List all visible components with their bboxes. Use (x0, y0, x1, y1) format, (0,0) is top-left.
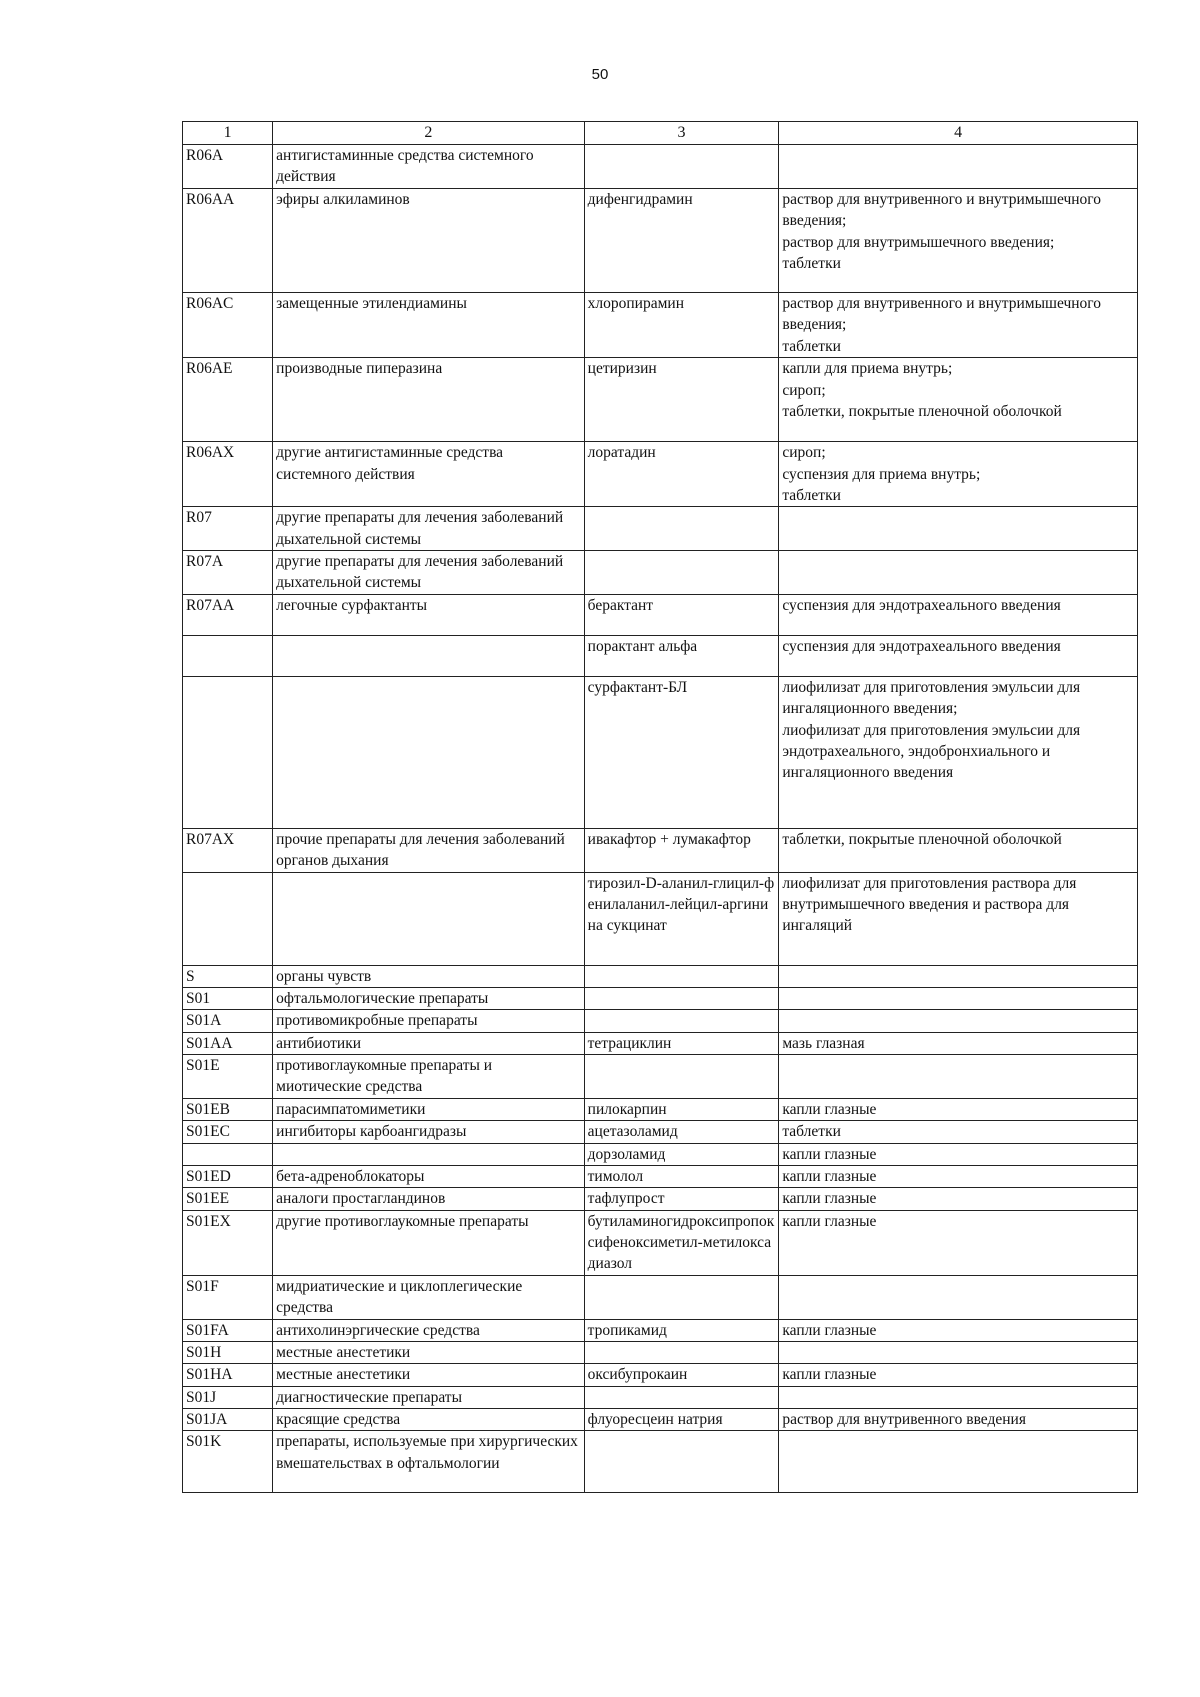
atc-code-cell: R06AC (183, 293, 273, 358)
dosage-forms-cell (779, 1386, 1138, 1408)
pharmacological-group-cell: противоглаукомные препараты и миотические средства (273, 1055, 585, 1099)
drug-name-cell (584, 1010, 779, 1032)
atc-code-cell: S01FA (183, 1319, 273, 1341)
atc-code-cell: S (183, 965, 273, 987)
table-row (183, 145, 1138, 189)
pharmacological-group-cell: бета-адреноблокаторы (273, 1165, 585, 1187)
table-row (183, 293, 1138, 358)
dosage-forms-cell (779, 442, 1138, 507)
drug-name-cell: тропикамид (584, 1319, 779, 1341)
pharmacological-group-cell (273, 872, 585, 965)
column-header-1: 1 (183, 122, 273, 145)
table-row (183, 189, 1138, 293)
dosage-form: таблетки, покрытые пленочной оболочкой (782, 830, 1062, 848)
dosage-form: капли глазные (782, 1190, 877, 1208)
pharmacological-group-cell: легочные сурфактанты (273, 594, 585, 635)
pharmacological-group-cell (273, 1143, 585, 1165)
pharmacological-group-cell: препараты, используемые при хирургических вмешательствах в офтальмологии (273, 1431, 585, 1493)
dosage-form: таблетки (782, 1123, 841, 1141)
atc-code-cell: S01F (183, 1275, 273, 1319)
table-row (183, 1098, 1138, 1120)
table-row (183, 965, 1138, 987)
dosage-form: сироп; (782, 444, 826, 462)
dosage-forms-cell (779, 1409, 1138, 1431)
table-row (183, 1210, 1138, 1275)
header-row (183, 122, 1138, 145)
atc-code-cell: S01 (183, 987, 273, 1009)
dosage-form: таблетки (782, 337, 841, 355)
atc-code-cell: R07AA (183, 594, 273, 635)
dosage-form: мазь глазная (782, 1034, 865, 1052)
dosage-forms-cell (779, 1275, 1138, 1319)
pharmacological-group-cell: эфиры алкиламинов (273, 189, 585, 293)
atc-code-cell: S01E (183, 1055, 273, 1099)
drug-name-cell: флуоресцеин натрия (584, 1409, 779, 1431)
pharmacological-group-cell: антибиотики (273, 1032, 585, 1054)
atc-code-cell: S01EB (183, 1098, 273, 1120)
pharmacological-group-cell: антигистаминные средства системного действия (273, 145, 585, 189)
dosage-form: капли глазные (782, 1145, 877, 1163)
drug-name-cell: оксибупрокаин (584, 1364, 779, 1386)
atc-code-cell: S01H (183, 1341, 273, 1363)
drug-name-cell: пилокарпин (584, 1098, 779, 1120)
atc-code-cell (183, 1143, 273, 1165)
table-row (183, 987, 1138, 1009)
pharmacological-group-cell: другие препараты для лечения заболеваний дыхательной системы (273, 507, 585, 551)
pharmacological-group-cell: аналоги простагландинов (273, 1188, 585, 1210)
dosage-forms-cell (779, 358, 1138, 442)
dosage-form: суспензия для эндотрахеального введения (782, 596, 1061, 614)
pharmacological-group-cell: диагностические препараты (273, 1386, 585, 1408)
dosage-forms-cell (779, 293, 1138, 358)
pharmacological-group-cell: красящие средства (273, 1409, 585, 1431)
column-header-3: 3 (584, 122, 779, 145)
table-row (183, 1409, 1138, 1431)
table-row (183, 1275, 1138, 1319)
dosage-form: капли глазные (782, 1321, 877, 1339)
table-row (183, 1188, 1138, 1210)
dosage-forms-cell (779, 1165, 1138, 1187)
pharmacological-group-cell: местные анестетики (273, 1341, 585, 1363)
table-row (183, 1032, 1138, 1054)
pharmacological-group-cell: производные пиперазина (273, 358, 585, 442)
dosage-forms-cell (779, 1364, 1138, 1386)
drug-name-cell: ивакафтор + лумакафтор (584, 828, 779, 872)
table-row (183, 1143, 1138, 1165)
drug-name-cell: тимолол (584, 1165, 779, 1187)
table-row (183, 1055, 1138, 1099)
pharmacological-group-cell: прочие препараты для лечения заболеваний органов дыхания (273, 828, 585, 872)
pharmacological-group-cell: другие антигистаминные средства системного действия (273, 442, 585, 507)
dosage-form: таблетки (782, 486, 841, 504)
atc-code-cell: S01EC (183, 1121, 273, 1143)
drug-name-cell (584, 507, 779, 551)
atc-code-cell: S01K (183, 1431, 273, 1493)
table-row (183, 1121, 1138, 1143)
table-row (183, 1386, 1138, 1408)
atc-code-cell: S01EE (183, 1188, 273, 1210)
pharmacological-group-cell (273, 635, 585, 676)
table-row (183, 1341, 1138, 1363)
pharmacological-group-cell (273, 676, 585, 828)
dosage-forms-cell (779, 507, 1138, 551)
drug-name-cell (584, 1275, 779, 1319)
drug-name-cell: берактант (584, 594, 779, 635)
table-row (183, 1165, 1138, 1187)
dosage-forms-cell (779, 635, 1138, 676)
dosage-forms-cell (779, 676, 1138, 828)
atc-code-cell: S01A (183, 1010, 273, 1032)
dosage-forms-cell (779, 828, 1138, 872)
dosage-forms-cell (779, 1121, 1138, 1143)
pharmacological-group-cell: парасимпатомиметики (273, 1098, 585, 1120)
dosage-form: раствор для внутривенного и внутримышечного введения; (782, 191, 1102, 230)
table-row (183, 442, 1138, 507)
dosage-form: капли глазные (782, 1212, 877, 1230)
dosage-forms-cell (779, 1010, 1138, 1032)
drug-name-cell: дифенгидрамин (584, 189, 779, 293)
drug-name-cell: цетиризин (584, 358, 779, 442)
dosage-form: таблетки (782, 255, 841, 273)
dosage-forms-cell (779, 1431, 1138, 1493)
atc-code-cell (183, 676, 273, 828)
drug-name-cell: ацетазоламид (584, 1121, 779, 1143)
pharmacological-group-cell: замещенные этилендиамины (273, 293, 585, 358)
column-header-2: 2 (273, 122, 585, 145)
table-row (183, 828, 1138, 872)
drug-name-cell: сурфактант-БЛ (584, 676, 779, 828)
dosage-forms-cell (779, 1188, 1138, 1210)
dosage-form: таблетки, покрытые пленочной оболочкой (782, 402, 1062, 420)
dosage-form: капли глазные (782, 1100, 877, 1118)
dosage-forms-cell (779, 1143, 1138, 1165)
drug-name-cell (584, 551, 779, 595)
dosage-form: суспензия для приема внутрь; (782, 465, 981, 483)
dosage-forms-cell (779, 965, 1138, 987)
dosage-forms-cell (779, 145, 1138, 189)
drug-name-cell: лоратадин (584, 442, 779, 507)
dosage-form: раствор для внутримышечного введения; (782, 233, 1055, 251)
dosage-form: капли глазные (782, 1366, 877, 1384)
table-row (183, 507, 1138, 551)
dosage-form: раствор для внутривенного и внутримышечного введения; (782, 295, 1102, 334)
dosage-forms-cell (779, 872, 1138, 965)
pharmacological-group-cell: офтальмологические препараты (273, 987, 585, 1009)
dosage-forms-cell (779, 987, 1138, 1009)
pharmacological-group-cell: местные анестетики (273, 1364, 585, 1386)
table-row (183, 594, 1138, 635)
atc-code-cell: R07AX (183, 828, 273, 872)
dosage-forms-cell (779, 189, 1138, 293)
drug-name-cell: тафлупрост (584, 1188, 779, 1210)
dosage-form: лиофилизат для приготовления эмульсии для ингаляционного введения; (782, 678, 1081, 718)
pharmacological-group-cell: органы чувств (273, 965, 585, 987)
atc-code-cell: S01AA (183, 1032, 273, 1054)
dosage-form: раствор для внутривенного введения (782, 1411, 1026, 1429)
atc-code-cell: R06AA (183, 189, 273, 293)
dosage-forms-cell (779, 1098, 1138, 1120)
atc-code-cell: R06AE (183, 358, 273, 442)
table-row (183, 358, 1138, 442)
atc-code-cell: R06A (183, 145, 273, 189)
dosage-forms-cell (779, 1055, 1138, 1099)
atc-code-cell: S01ED (183, 1165, 273, 1187)
drug-name-cell (584, 1386, 779, 1408)
drug-name-cell: тетрациклин (584, 1032, 779, 1054)
drug-name-cell (584, 145, 779, 189)
dosage-form: лиофилизат для приготовления раствора для внутримышечного введения и раствора для ингаляций (782, 874, 1077, 935)
drug-name-cell (584, 965, 779, 987)
table-row (183, 1431, 1138, 1493)
atc-code-cell (183, 872, 273, 965)
atc-code-cell: S01HA (183, 1364, 273, 1386)
pharmacological-group-cell: мидриатические и циклоплегические средства (273, 1275, 585, 1319)
dosage-form: капли глазные (782, 1167, 877, 1185)
dosage-forms-cell (779, 1032, 1138, 1054)
atc-code-cell (183, 635, 273, 676)
atc-code-cell: S01J (183, 1386, 273, 1408)
drug-name-cell: дорзоламид (584, 1143, 779, 1165)
table-row (183, 872, 1138, 965)
pharmacological-group-cell: ингибиторы карбоангидразы (273, 1121, 585, 1143)
table-row (183, 1319, 1138, 1341)
drug-name-cell (584, 1341, 779, 1363)
table-row (183, 1364, 1138, 1386)
table-row (183, 635, 1138, 676)
atc-code-cell: R07A (183, 551, 273, 595)
medication-table (182, 121, 1138, 1493)
dosage-forms-cell (779, 1319, 1138, 1341)
dosage-forms-cell (779, 594, 1138, 635)
dosage-forms-cell (779, 1210, 1138, 1275)
table-row (183, 676, 1138, 828)
dosage-form: капли для приема внутрь; (782, 360, 953, 378)
pharmacological-group-cell: другие противоглаукомные препараты (273, 1210, 585, 1275)
drug-name-cell: хлоропирамин (584, 293, 779, 358)
drug-name-cell: тирозил-D-аланил-глицил-фенилаланил-лейцил-аргинина сукцинат (584, 872, 779, 965)
dosage-forms-cell (779, 551, 1138, 595)
page-number: 50 (591, 66, 609, 83)
drug-name-cell (584, 1055, 779, 1099)
drug-name-cell (584, 1431, 779, 1493)
drug-name-cell: порактант альфа (584, 635, 779, 676)
atc-code-cell: S01EX (183, 1210, 273, 1275)
table-body (183, 145, 1138, 1493)
atc-code-cell: R06AX (183, 442, 273, 507)
pharmacological-group-cell: другие препараты для лечения заболеваний дыхательной системы (273, 551, 585, 595)
column-header-4: 4 (779, 122, 1138, 145)
dosage-forms-cell (779, 1341, 1138, 1363)
dosage-form: сироп; (782, 381, 826, 399)
drug-name-cell (584, 987, 779, 1009)
table-row (183, 551, 1138, 595)
atc-code-cell: S01JA (183, 1409, 273, 1431)
dosage-form: лиофилизат для приготовления эмульсии для эндотрахеального, эндобронхиального и ингаляционного введения (782, 721, 1081, 782)
drug-name-cell: бутиламиногидроксипропоксифеноксиметил-метилоксадиазол (584, 1210, 779, 1275)
pharmacological-group-cell: противомикробные препараты (273, 1010, 585, 1032)
dosage-form: суспензия для эндотрахеального введения (782, 637, 1061, 655)
pharmacological-group-cell: антихолинэргические средства (273, 1319, 585, 1341)
atc-code-cell: R07 (183, 507, 273, 551)
table-row (183, 1010, 1138, 1032)
